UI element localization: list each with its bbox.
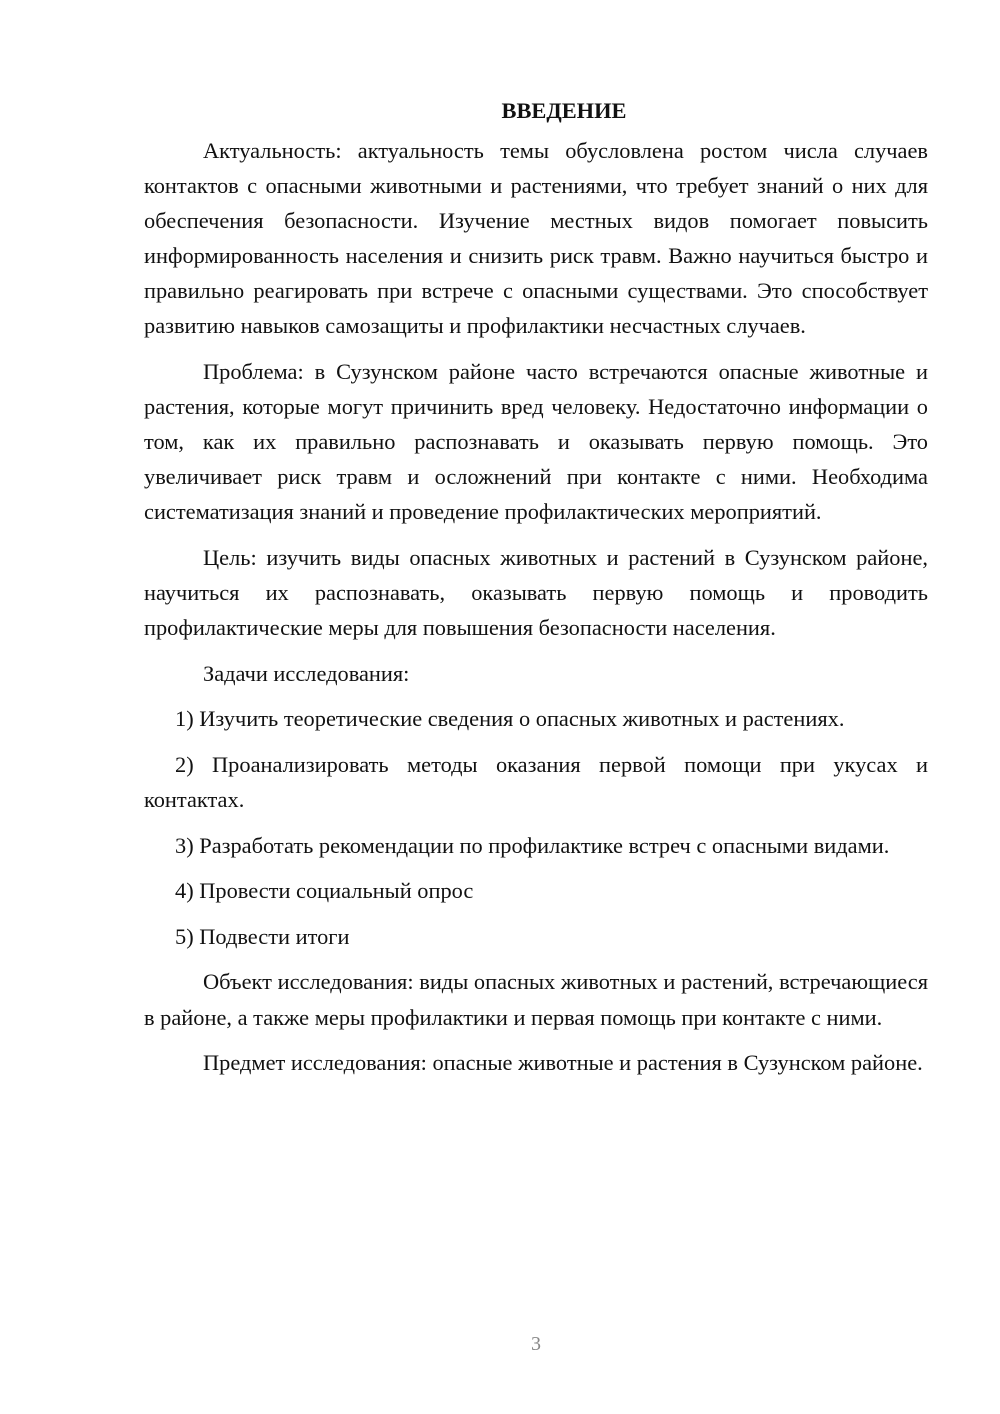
page-number: 3 (531, 1333, 541, 1355)
document-body (144, 93, 928, 1091)
tasks-list (144, 701, 928, 954)
task-item-3: 3) Разработать рекомендации по профилактике встреч с опасными видами. (175, 832, 890, 858)
tasks-heading: Задачи исследования: (203, 660, 410, 686)
task-item-4: 4) Провести социальный опрос (175, 878, 474, 904)
paragraph-object: Объект исследования: виды опасных животных и растений, встречающиеся в районе, а также меры профилактики и первая помощь при контакте с ними. (144, 969, 928, 1030)
paragraph-subject: Предмет исследования: опасные животные и растения в Сузунском районе. (203, 1050, 923, 1076)
paragraph-goal: Цель: изучить виды опасных животных и растений в Сузунском районе, научиться их распознавать, оказывать первую помощь и проводить профилактические меры для повышения безопасности населения. (144, 545, 928, 641)
paragraph-problem: Проблема: в Сузунском районе часто встречаются опасные животные и растения, которые могут причинить вред человеку. Недостаточно информации о том, как их правильно распознавать и оказывать первую помощь. Это увеличивает риск травм и осложнений при контакте с ними. Необходима систематизация знаний и проведение профилактических мероприятий. (144, 359, 928, 525)
task-item-1: 1) Изучить теоретические сведения о опасных животных и растениях. (175, 706, 845, 732)
paragraph-relevance: Актуальность: актуальность темы обусловлена ростом числа случаев контактов с опасными животными и растениями, что требует знаний о них для обеспечения безопасности. Изучение местных видов помогает повысить информированность населения и снизить риск травм. Важно научиться быстро и правильно реагировать при встрече с опасными существами. Это способствует развитию навыков самозащиты и профилактики несчастных случаев. (144, 138, 928, 339)
section-title: ВВЕДЕНИЕ (501, 98, 627, 123)
task-item-5: 5) Подвести итоги (175, 923, 350, 949)
task-item-2: 2) Проанализировать методы оказания первой помощи при укусах и контактах. (144, 752, 928, 813)
